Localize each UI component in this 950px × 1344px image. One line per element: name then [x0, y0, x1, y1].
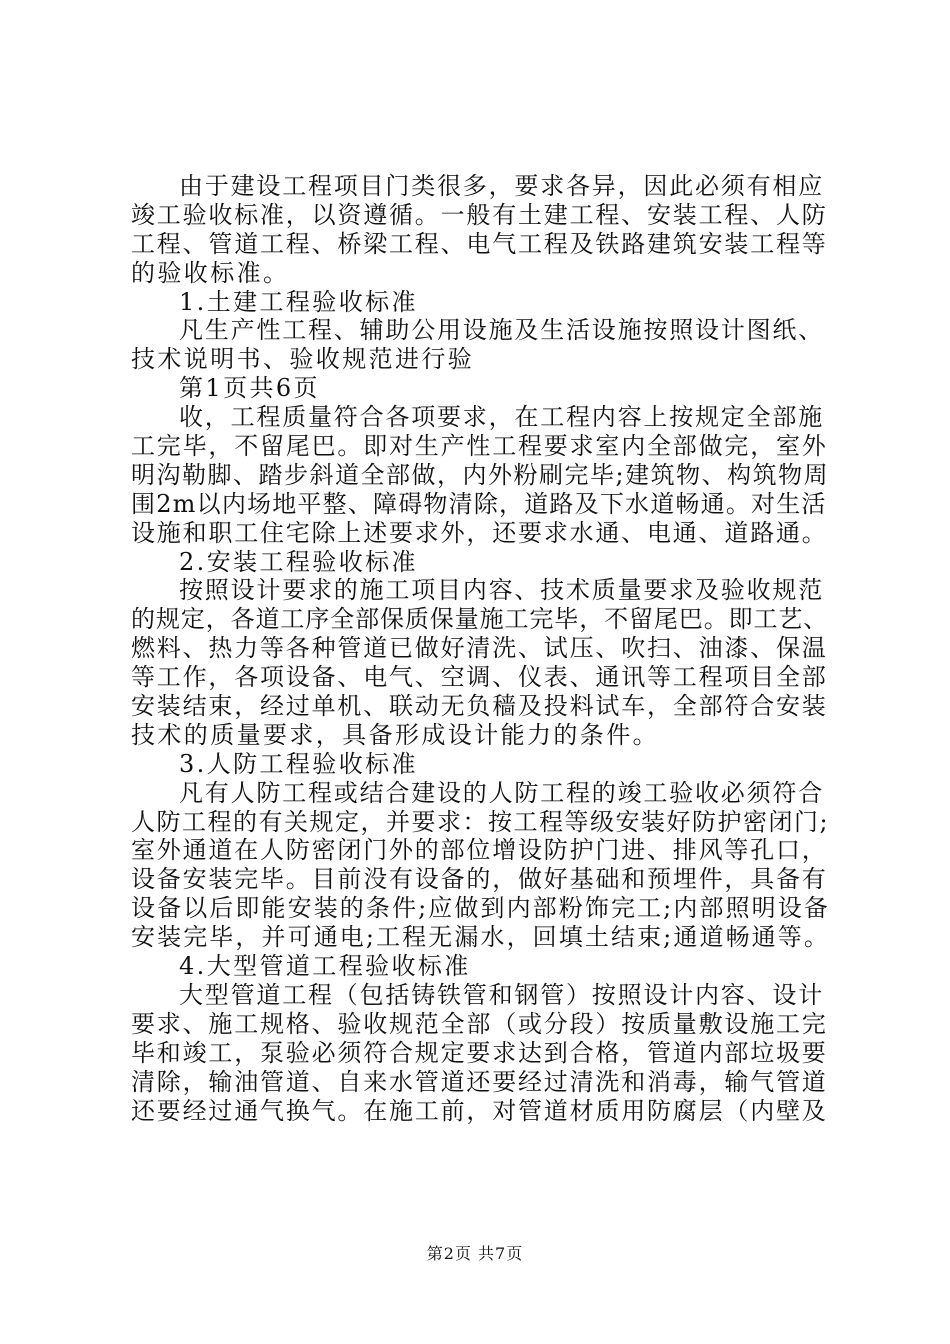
text-line: 第1页共6页	[179, 374, 320, 403]
text-line: 工程、管道工程、桥梁工程、电气工程及铁路建筑安装工程等	[131, 229, 828, 258]
text-line: 设备安装完毕。目前没有设备的，做好基础和预埋件，具备有	[131, 865, 828, 894]
text-line: 等工作，各项设备、电气、空调、仪表、通讯等工程项目全部	[131, 663, 828, 692]
text-line: 4.大型管道工程验收标准	[179, 952, 471, 981]
text-line: 竣工验收标准，以资遵循。一般有土建工程、安装工程、人防	[131, 200, 828, 229]
text-line: 明沟勒脚、踏步斜道全部做，内外粉刷完毕;建筑物、构筑物周	[131, 460, 830, 489]
text-line: 按照设计要求的施工项目内容、技术质量要求及验收规范	[179, 576, 824, 605]
text-line: 技术说明书、验收规范进行验	[131, 345, 475, 374]
text-line: 安装完毕，并可通电;工程无漏水，回填土结束;通道畅通等。	[131, 923, 830, 952]
text-line: 2.安装工程验收标准	[179, 547, 418, 576]
text-line: 围2m以内场地平整、障碍物清除，道路及下水道畅通。对生活	[131, 489, 827, 518]
text-line: 设施和职工住宅除上述要求外，还要求水通、电通、道路通。	[131, 518, 828, 547]
text-line: 凡生产性工程、辅助公用设施及生活设施按照设计图纸、	[179, 316, 824, 345]
text-line: 由于建设工程项目门类很多，要求各异，因此必须有相应	[179, 172, 824, 200]
text-line: 大型管道工程（包括铸铁管和钢管）按照设计内容、设计	[179, 980, 824, 1009]
text-line: 还要经过通气换气。在施工前，对管道材质用防腐层（内壁及	[131, 1096, 828, 1125]
text-line: 燃料、热力等各种管道已做好清洗、试压、吹扫、油漆、保温	[131, 634, 828, 663]
text-line: 设备以后即能安装的条件;应做到内部粉饰完工;内部照明设备	[131, 894, 830, 923]
text-line: 的验收标准。	[131, 258, 290, 287]
text-line: 3.人防工程验收标准	[179, 749, 418, 778]
text-line: 的规定，各道工序全部保质保量施工完毕，不留尾巴。即工艺、	[131, 605, 829, 634]
text-line: 1.土建工程验收标准	[179, 287, 418, 316]
text-line: 工完毕，不留尾巴。即对生产性工程要求室内全部做完，室外	[131, 432, 828, 461]
document-body	[131, 172, 831, 1125]
text-line: 凡有人防工程或结合建设的人防工程的竣工验收必须符合	[179, 778, 824, 807]
text-line: 安装结束，经过单机、联动无负穑及投料试车，全部符合安装	[131, 692, 828, 721]
text-line: 清除，输油管道、自来水管道还要经过清洗和消毒，输气管道	[131, 1067, 828, 1096]
text-line: 技术的质量要求，具备形成设计能力的条件。	[131, 720, 659, 749]
text-line: 人防工程的有关规定，并要求：按工程等级安装好防护密闭门;	[131, 807, 830, 836]
page-footer: 第2页 共7页	[426, 1244, 524, 1263]
text-line: 收，工程质量符合各项要求，在工程内容上按规定全部施	[179, 403, 824, 432]
text-line: 要求、施工规格、验收规范全部（或分段）按质量敷设施工完	[131, 1009, 828, 1038]
text-line: 毕和竣工，泵验必须符合规定要求达到合格，管道内部垃圾要	[131, 1038, 828, 1067]
text-line: 室外通道在人防密闭门外的部位增设防护门进、排风等孔口，	[131, 836, 828, 865]
